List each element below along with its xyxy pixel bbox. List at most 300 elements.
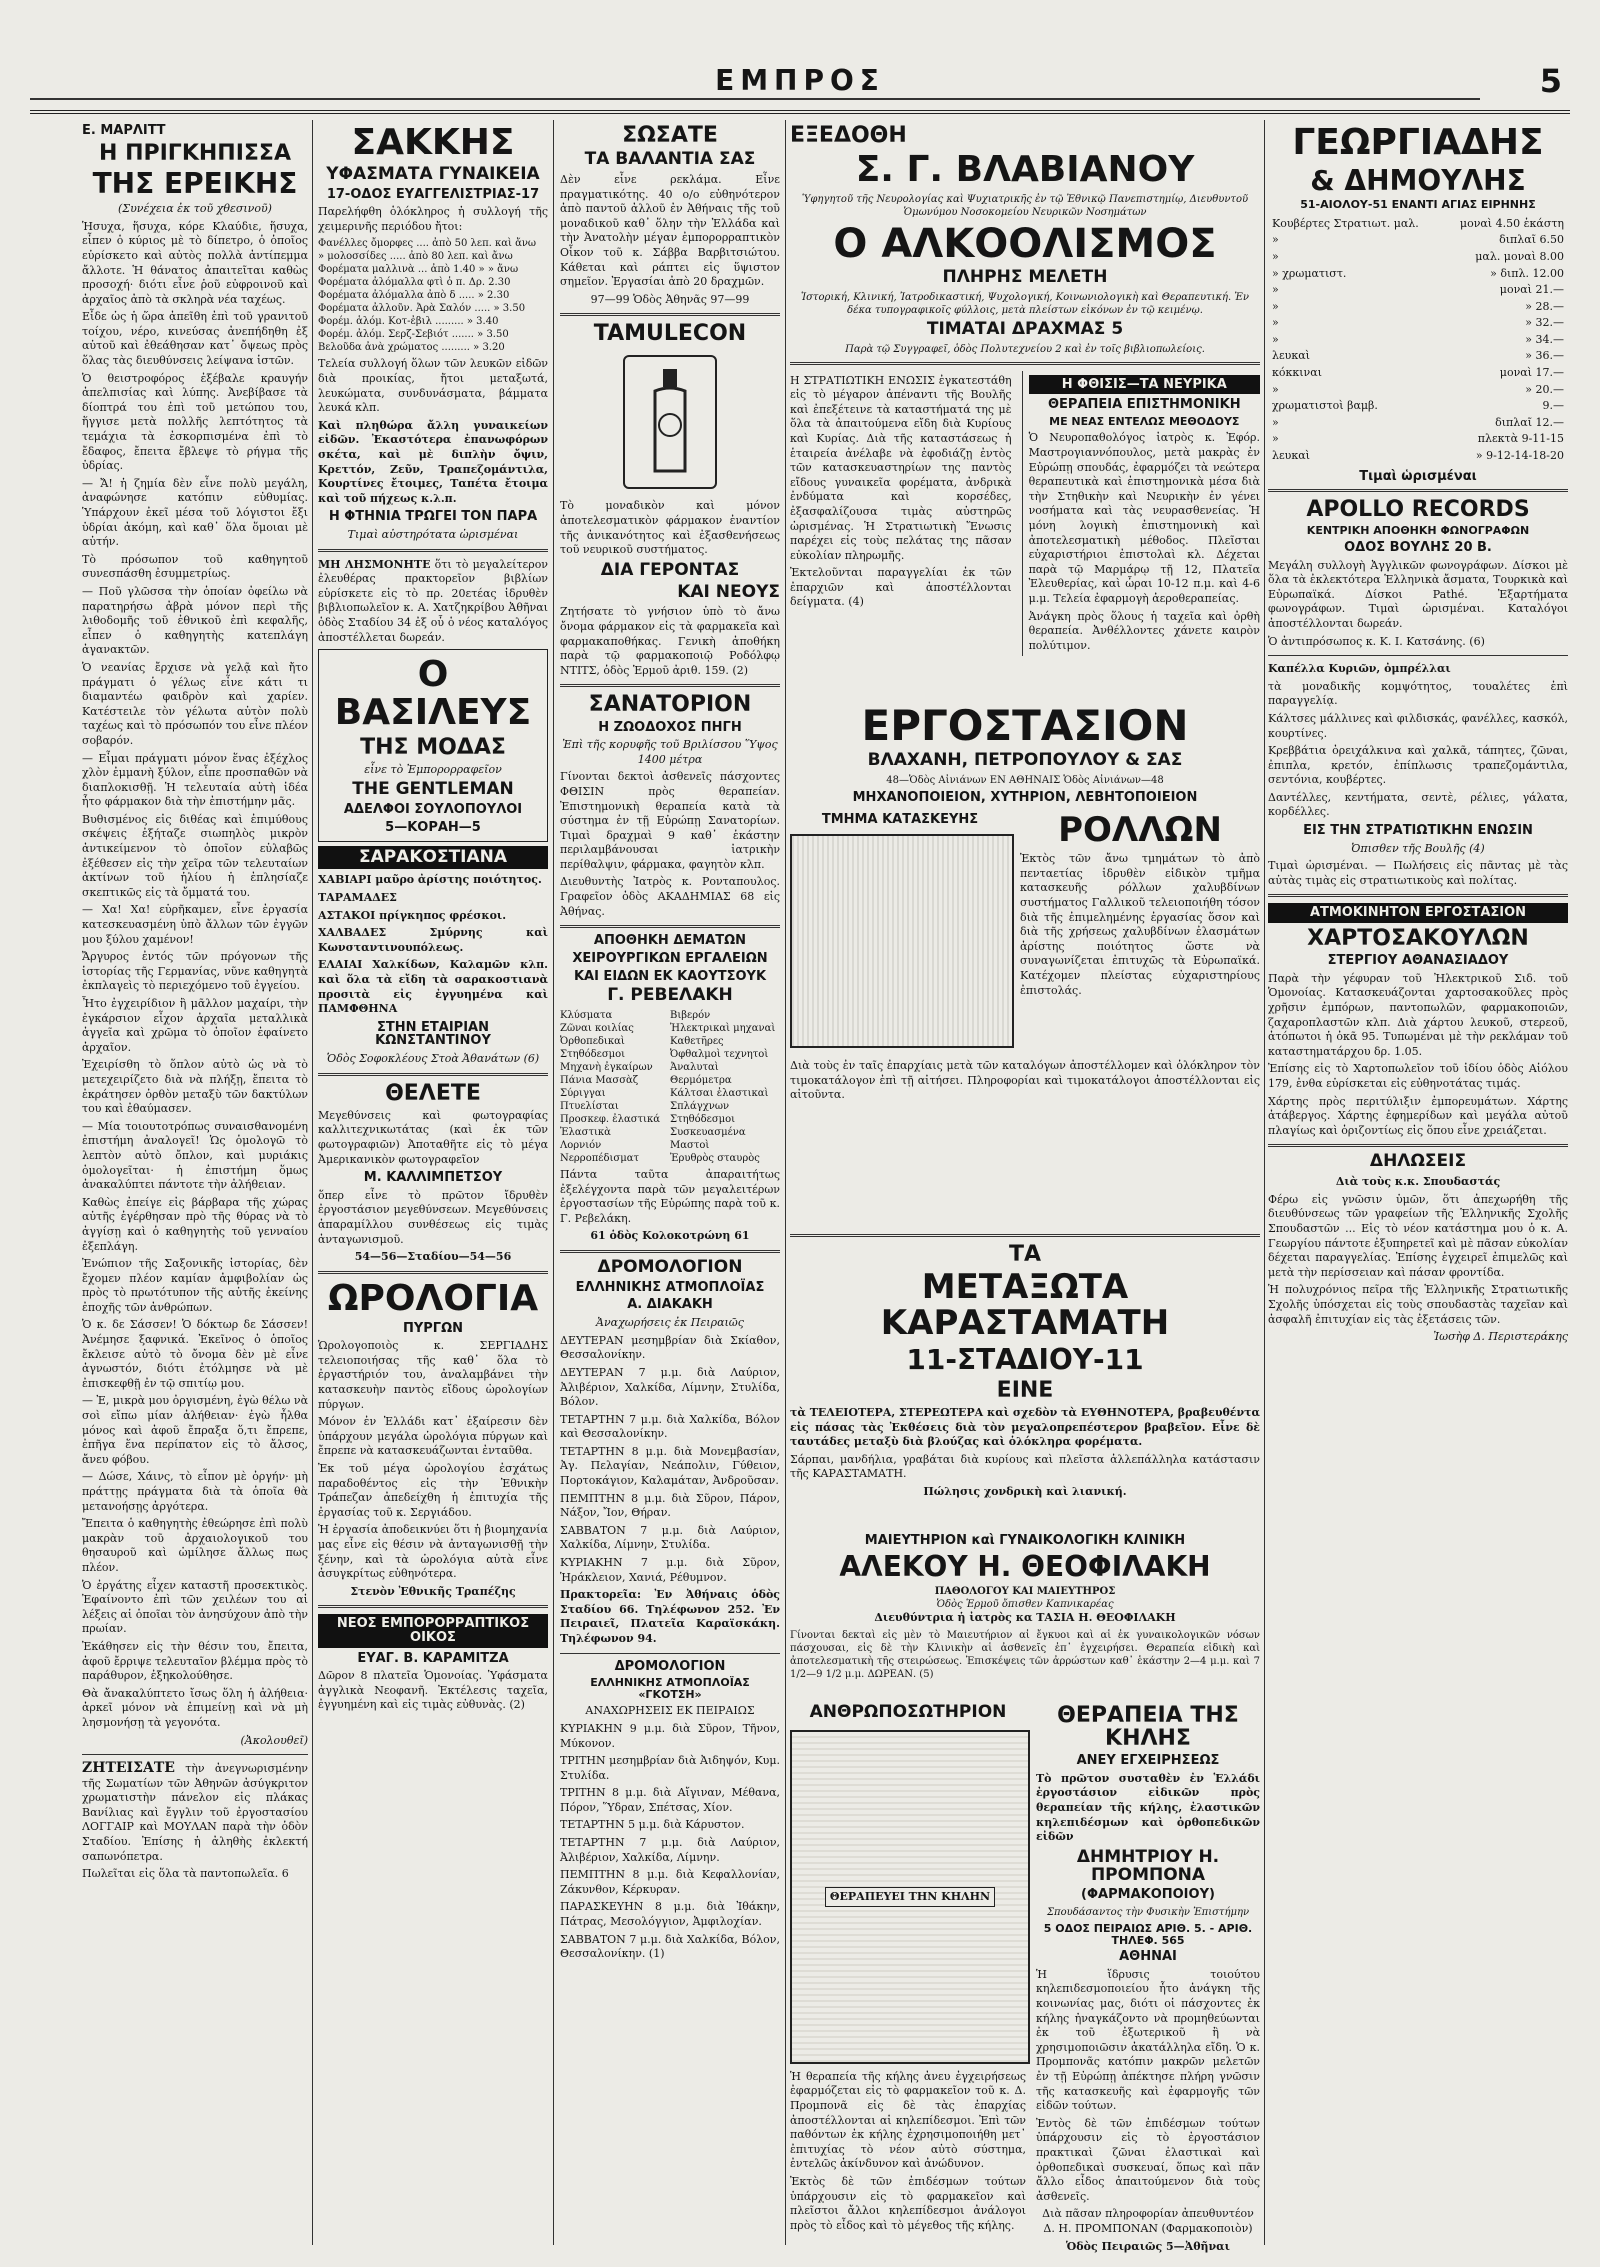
divider <box>1268 1144 1568 1147</box>
maieftirion-title: ΜΑΙΕΥΤΗΡΙΟΝ καὶ ΓΥΝΑΙΚΟΛΟΓΙΚΗ ΚΛΙΝΙΚΗ <box>864 1533 1186 1548</box>
ad-heading: ΖΗΤΕΙΣΑΤΕ <box>82 1760 175 1777</box>
serial-paragraph: — Ἐ, μικρὰ μου ὀργισμένη, ἐγὼ θέλω νὰ σοὶ εἴπω μίαν ἀλήθειαν· ἐγὼ ἦλθα μόνος καὶ ἀφοῦ ἔπραξα ὅ,τι ἔπρεπε, ἐπῆγα ἕνα περίπατον εἰς τὸ ἄλσος, ἄνευ φόβου. <box>82 1394 308 1466</box>
apothiki-item-lists <box>560 1009 780 1165</box>
table-row <box>1270 300 1566 315</box>
diloseis-sign: Ἰωσὴφ Δ. Περιστεράκης <box>1433 1330 1568 1344</box>
route: ΤΕΤΑΡΤΗΝ 7 μ.μ. διὰ Λαύριον, Ἀλιβέριον, Χαλκίδα, Λίμνην. <box>560 1836 780 1864</box>
price-value: μοναὶ 21.— <box>1499 283 1564 297</box>
sanatorion-footer: Διευθυντὴς Ἰατρὸς κ. Ρονταπουλος. Γραφεῖον ὁδὸς ΑΚΑΔΗΜΙΑΣ 68 εἰς Ἀθήνας. <box>560 875 780 918</box>
list-item: Ἠλεκτρικαὶ μηχαναὶ <box>670 1023 776 1035</box>
orol-subtitle: ΠΥΡΓΩΝ <box>402 1320 464 1336</box>
ergostasion-ad <box>790 700 1260 1220</box>
column-divider <box>312 120 313 2245</box>
route: ΣΑΒΒΑΤΟΝ 7 μ.μ. διὰ Χαλκίδα, Βόλον, Θεσσαλονίκην. (1) <box>560 1932 780 1961</box>
column-serial-novel <box>82 120 308 2240</box>
strat-enosis-heading: ΕΙΣ ΤΗΝ ΣΤΡΑΤΙΩΤΙΚΗΝ ΕΝΩΣΙΝ <box>1303 823 1533 839</box>
list-item: Πτυελίσται <box>560 1101 619 1113</box>
divider <box>560 1250 780 1253</box>
sarak-address: Ὁδὸς Σοφοκλέους Στοὰ Ἀθανάτων (6) <box>326 1052 540 1066</box>
serial-continued: (Συνέχεια ἐκ τοῦ χθεσινοῦ) <box>118 202 272 216</box>
fthisi-subtitle: ΘΕΡΑΠΕΙΑ ΕΠΙΣΤΗΜΟΝΙΚΗ <box>1047 397 1241 413</box>
exedothi-title: ΕΞΕΔΟΘΗ <box>790 123 907 148</box>
serial-title: Η ΠΡΙΓΚΗΠΙΣΣΑ <box>99 140 291 166</box>
vasilefs-ad <box>318 649 548 841</box>
table-row <box>1270 399 1566 414</box>
sanatorion-text: Γίνονται δεκτοὶ ἀσθενεῖς πάσχοντες ΦΘΙΣΙΝ πρὸς θεραπείαν. Ἐπιστημονικὴ θεραπεία κατὰ τὰ σύστημα ἐν τῇ Εὐρώπῃ Σανατορίων. Τιμαὶ δραχμαὶ 9 καθ᾽ ἑκάστην περιλαμβάνουσαι ἰατρικὴν περίθαλψιν, φάρμακα, φαγητὸν κλπ. <box>560 770 780 871</box>
metaxota-ta: ΤΑ <box>1008 1242 1042 1267</box>
orol-paragraph: Ἡ ἐργασία ἀποδεικνύει ὅτι ἡ βιομηχανία μας εἶνε εἰς θέσιν νὰ ἀνταγωνισθῇ τὴν ξένην, καὶ τὰ ὡρολόγια αὐτὰ εἶνε ἀσυγκρίτως εὐθηνότερα. <box>318 1523 548 1581</box>
metaxota-text-2: Σάρπαι, μανδήλια, γραβάται διὰ κυρίους καὶ πλεῖστα ἀλλεπάλληλα κατάστασιν τῆς ΚΑΡΑΣΤΑΜΑΤΗ. <box>790 1452 1260 1481</box>
kapella-head: Καπέλλα Κυριῶν, ὀμπρέλλαι <box>1268 662 1451 676</box>
maieftirion-director: Διευθύντρια ἡ ἰατρὸς κα ΤΑΣΙΑ Η. ΘΕΟΦΙΛΑΚΗ <box>874 1611 1176 1625</box>
mi-text: ὅτι τὸ μεγαλείτερον ἐλευθέρας πρακτορεῖον βιβλίων εὑρίσκετε εἰς τὸ πρ. 20ετέας ἱδρυθὲν βιβλιοπωλεῖον κ. Α. Χατζηκρίβου Ἀθῆναι ὁδὸς Σταδίου 34 ἐξ οὗ ὁ νέος καταλόγος ἀποστέλλεται δωρεάν. <box>318 557 548 644</box>
georgiadis-prices: Τιμαὶ ὡρισμέναι <box>1359 468 1477 484</box>
vasilefs-name: THE GENTLEMAN <box>352 779 514 800</box>
maieftirion-address: Ὁδὸς Ἑρμοῦ ὄπισθεν Καπνικαρέας <box>936 1599 1114 1611</box>
strat-enosis-sub: Ὀπισθεν τῆς Βουλῆς (4) <box>1351 841 1485 855</box>
table-row <box>1270 383 1566 398</box>
blanket-price-table <box>1268 215 1568 466</box>
sakkis-address: 17-ΟΔΟΣ ΕΥΑΓΓΕΛΙΣΤΡΙΑΣ-17 <box>326 186 540 202</box>
fthisi-footer: Ἀνάγκη πρὸς ὅλους ἡ ταχεῖα καὶ ὀρθὴ θεραπεία. Ἀνθέλλοντες χάνετε καιρὸν πολύτιμον. <box>1028 609 1260 652</box>
fthisi-heading: Η ΦΘΙΣΙΣ—ΤΑ ΝΕΥΡΙΚΑ <box>1029 375 1260 395</box>
price-item: » χρωματιστ. <box>1272 266 1347 280</box>
price-value: » 36.— <box>1525 349 1564 363</box>
vasilefs-brothers: ΑΔΕΛΦΟΙ ΣΟΥΛΟΠΟΥΛΟΙ <box>343 802 523 818</box>
prombona-text: Ἡ ἵδρυσις τοιούτου κηλεπιδεσμοποιείου ἦτο ἀνάγκη τῆς κοινωνίας μας, διότι οἱ πάσχοντες ἐκ κήλης ἠναγκάζοντο νὰ προμηθεύωνται ἐκ τοῦ ἐξωτερικοῦ ἢ νὰ χρησιμοποιῶσιν ἀκατάλληλα εἴδη. Ὁ κ. Προμπονᾶς κατόπιν μακρῶν μελετῶν ἐν τῇ Εὐρώπῃ ἀπέκτησε πλήρη γνῶσιν τῆς κατασκευῆς καὶ ἐφαρμογῆς τῶν εἰδῶν τούτων. <box>1036 1967 1260 2113</box>
anthroposotirion-ad <box>790 1700 1026 2240</box>
sakkis-text: Καὶ πληθώρα ἄλλη γυναικείων εἰδῶν. Ἐκαστότερα ἐπανωφόρων σκέτα, καὶ μὲ διπλὴν ὄψιν, Κρεττόν, Ζεῦν, Τραπεζομάντιλα, Κουρτίνες ἔτοιμες, Ταπέτα ἔτοιμα καὶ τοῦ πήχεως κ.λ.π. <box>318 418 548 505</box>
rollon-footer: Διὰ τοὺς ἐν ταῖς ἐπαρχίαις μετὰ τῶν καταλόγων ἀποστέλλομεν καὶ ὁλόκληρον τὸν τιμοκατάλογον ἐπὶ τῇ αἰτήσει. Πληροφορίαι καὶ τιμοκατάλογοι ἀποστέλλονται εἰς αἰτοῦντα. <box>790 1059 1260 1102</box>
alkoolismos-footer: Παρὰ τῷ Συγγραφεῖ, ὁδὸς Πολυτεχνείου 2 καὶ ἐν τοῖς βιβλιοπωλείοις. <box>845 343 1205 355</box>
divider <box>560 925 780 928</box>
maieftirion-text: Γίνονται δεκταὶ εἰς μὲν τὸ Μαιευτήριον αἱ ἔγκυοι καὶ αἱ ἐκ γυναικολογικῶν νόσων πάσχουσαι, εἰς δὲ τὴν Κλινικὴν αἱ ἀσθενεῖς ἐπ᾽ ἐγχειρήσει. Θεραπεία εἰδικὴ καὶ ἀποτελεσματικὴ τῆς στειρώσεως. Ἐπισκέψεις τῶν ἀρρώστων καθ᾽ ἑκάστην 2—4 μ.μ. καὶ 7 1/2—9 1/2 μ.μ. ΔΩΡΕΑΝ. (5) <box>790 1629 1260 1680</box>
price-value: 9.— <box>1542 399 1564 413</box>
orol-paragraph: Ὡρολογοποιὸς κ. ΣΕΡΓΙΑΔΗΣ τελειοποιήσας τῆς καθ᾽ ὅλα τὸ ἐργαστήριόν του, ἀναλαμβάνει τὴν κατασκευὴν παντὸς εἴδους ὡρολογίων πύργων. <box>318 1339 548 1411</box>
dimoulis-title: & ΔΗΜΟΥΛΗΣ <box>1310 163 1526 197</box>
sakkis-text: Τελεία συλλογή ὅλων τῶν λευκῶν εἰδῶν διὰ προικίας, ἤτοι μεταξωτά, λευκώματα, συνδυνάσματα, βάμματα λευκά κλπ. <box>318 357 548 415</box>
orol-footer: Στενὸν Ἐθνικῆς Τραπέζης <box>350 1584 516 1598</box>
ad-text: τὴν ἀνεγνωρισμένην τῆς Σωματίων τῶν Ἀθηνῶν ἀσύγκριτον χρωματιστὴν πάνελον εἰς πλάκας Βανίλιας καὶ ἔγγλιν τοῦ ἐργοστασίου ΛΟΓΓΑΙΡ καὶ ΜΟΥΛΑΝ παρὰ τὴν ὁδὸν Σταδίου. Ἐπίσης ἡ ἀληθὴς ἐκλεκτή σαπωνόπετρα. <box>82 1762 308 1863</box>
strat-footer: Ἐκτελοῦνται παραγγελίαι ἐκ τῶν ἐπαρχιῶν καὶ ἀποστέλλονται δείγματα. (4) <box>790 566 1012 609</box>
ergostasion-right <box>1020 809 1260 1057</box>
column-ads-wide-top <box>790 120 1260 695</box>
vasilefs-title: Ο ΒΑΣΙΛΕΥΣ <box>334 654 532 733</box>
divider <box>82 1754 308 1755</box>
prombona-footer: Διὰ πᾶσαν πληροφορίαν ἀπευθυντέον Δ. Η. ΠΡΟΜΠΟΝΑΝ (Φαρμακοποιὸν) <box>1042 2207 1254 2235</box>
prombona-pharm: (ΦΑΡΜΑΚΟΠΟΙΟΥ) <box>1081 1887 1215 1903</box>
route: ΤΕΤΑΡΤΗΝ 8 μ.μ. διὰ Μονεμβασίαν, Ἀγ. Πελαγίαν, Νεάπολιν, Γύθειον, Πορτοκάγιον, Καλαμάταν, Ἀνδροῦσαν. <box>560 1444 780 1488</box>
bottle-icon <box>645 367 695 477</box>
divider <box>1268 655 1568 656</box>
thelete-title: ΘΕΛΕΤΕ <box>385 1080 481 1106</box>
sarak-title: ΣΑΡΑΚΟΣΤΙΑΝΑ <box>318 846 548 870</box>
kili-footer: Ἐκτὸς δὲ τῶν ἐπιδέσμων τούτων ὑπάρχουσιν εἰς τὸ φαρμακεῖον καὶ πλεῖστοι ἄλλοι κηλεπίδεσμοι ἀνάλογοι πρὸς τὸ εἶδος καὶ τὸ μέγεθος τῆς κήλης. <box>790 2175 1026 2232</box>
serial-paragraph: Καθὼς ἐπείγε εἰς βάρβαρα τῆς χώρας αὐτῆς ἐγέρθησαν πρὸ τῆς θύρας νὰ τὸ ἀγγίσῃ καὶ ὁ καθηγητὴς τοῦ γενναίου ἐξεπλάγη. <box>82 1195 308 1253</box>
price-value: » 9-12-14-18-20 <box>1475 449 1564 463</box>
list-item: Πάνια Μασσὰζ <box>560 1075 639 1087</box>
divider <box>790 362 1260 365</box>
kili-subtext: Τὸ πρῶτον συσταθὲν ἐν Ἑλλάδι ἐργοστάσιον εἰδικῶν πρὸς θεραπείαν τῆς κήλης, ἐλαστικῶν κηλεπιδέσμων καὶ ὀρθοπεδικῶν εἰδῶν <box>1036 1771 1260 1844</box>
atmokinito-heading: ΑΤΜΟΚΙΝΗΤΟΝ ΕΡΓΟΣΤΑΣΙΟΝ <box>1268 903 1568 923</box>
price-row: Φανέλλες ὄμορφες .... ἀπὸ 50 λεπ. καὶ ἄνω <box>318 238 537 250</box>
list-item: Ἐρυθρὸς σταυρὸς <box>670 1153 760 1165</box>
column-divider <box>1264 120 1265 2245</box>
table-row <box>1270 449 1566 464</box>
sarak-item: ΧΑΒΙΑΡΙ μαῦρο ἀρίστης ποιότητος. <box>318 873 542 887</box>
masthead-rule <box>30 98 1480 100</box>
kapella-text: τὰ μοναδικῆς κομψότητος, τουαλέτες ἐπὶ παραγγελίᾳ. <box>1268 679 1568 708</box>
ad-footer: Πωλεῖται εἰς ὅλα τὰ παντοπωλεῖα. 6 <box>82 1867 289 1881</box>
gerontas-title: ΔΙΑ ΓΕΡΟΝΤΑΣ <box>600 559 740 580</box>
apollo-text: Μεγάλη συλλογὴ Ἀγγλικῶν φωνογράφων. Δίσκοι μὲ ὅλα τὰ ἐκλεκτότερα Ἑλληνικὰ ἄσματα, Τουρκικὰ καὶ Εὐρωπαϊκά. Δίσκοι Pathé. Ἐξαρτήματα φωνογράφων. Τιμαὶ ὡρισμέναι. Καταλόγοι ἀποστέλλονται δωρεάν. <box>1268 558 1568 630</box>
dromologion-owner: Α. ΔΙΑΚΑΚΗ <box>627 1297 713 1313</box>
apothiki-title: ΑΠΟΘΗΚΗ ΔΕΜΑΤΩΝ <box>593 933 747 949</box>
dromologion-company: ΕΛΛΗΝΙΚΗΣ ΑΤΜΟΠΛΟΪΑΣ <box>575 1279 765 1295</box>
page-number: 5 <box>1539 62 1562 100</box>
ballantia-title: ΤΑ ΒΑΛΑΝΤΙΑ ΣΑΣ <box>584 149 756 170</box>
column-ads-3 <box>560 120 780 2240</box>
roller-illustration-icon <box>790 834 1014 1048</box>
dromologion-title: ΔΡΟΜΟΛΟΓΙΟΝ <box>597 1257 743 1277</box>
xartosakoulon-text: Παρὰ τὴν γέφυραν τοῦ Ἠλεκτρικοῦ Σιδ. τοῦ Ὁμονοίας. Κατασκευάζονται χαρτοσακοῦλες πρὸς χρῆσιν ἐμπόρων, παντοπωλῶν, φαρμακοποιῶν, ζαχαροπλαστῶν κλπ. Διὰ χάρτου λευκοῦ, στερεοῦ, ἀτόπωτοι ἡ ὀκᾶ 95. Τυπωμέναι μὲ τὴν ρεκλάμαν τοῦ καταστηματάρχου δρ. 1.05. <box>1268 971 1568 1058</box>
metaxota-footer: Πώλησις χονδρικὴ καὶ λιανική. <box>923 1484 1127 1498</box>
fthisi-ad <box>1022 371 1260 657</box>
price-value: πλεκτὰ 9-11-15 <box>1477 432 1564 446</box>
route: ΠΕΜΠΤΗΝ 8 μ.μ. διὰ Κεφαλλονίαν, Ζάκυνθον, Κέρκυραν. <box>560 1868 780 1896</box>
dromologion-2-title: ΔΡΟΜΟΛΟΓΙΟΝ <box>614 1658 726 1674</box>
xartosakoulon-owner: ΣΤΕΡΓΙΟΥ ΑΘΑΝΑΣΙΑΔΟΥ <box>1327 953 1509 969</box>
tmima-title: ΤΜΗΜΑ ΚΑΤΑΣΚΕΥΗΣ <box>821 811 979 827</box>
vasilefs-line: εἶνε τὸ Ἐμπορορραφεῖον <box>364 762 502 776</box>
divider <box>560 684 780 687</box>
list-item: Καθετῆρες <box>670 1036 724 1048</box>
serial-paragraph: Ἡσυχα, ἥσυχα, κόρε Κλαύδιε, ἥσυχα, εἶπεν ὁ κύριος μὲ τὸ δίπετρο, ὁ ὁποῖος εὑρίσκετο καὶ αὐτὸς πολλὰ ἀντίπεμμα ἄλλοτε. Ἡ θάνατος ἀπαιτεῖται καθὼς προσοχή· διότι εἶνε ῥοῦ εὐφροινοῦ καὶ ἀρχαῖος ἀπὸ τὰ σκληρὰ νέα ταχέως. <box>82 219 308 306</box>
list-item: Λορνιόν <box>560 1140 602 1152</box>
apollo-address: ΟΔΟΣ ΒΟΥΛΗΣ 20 Β. <box>1344 539 1492 555</box>
prombona-ad <box>1036 1700 1260 2253</box>
divider <box>560 313 780 316</box>
apothiki-line: ΚΑΙ ΕΙΔΩΝ ΕΚ ΚΑΟΥΤΣΟΥΚ <box>573 968 767 984</box>
list-item: Στηθόδεσμοι <box>560 1049 626 1061</box>
list-item: Στηθόδεσμοι <box>670 1114 736 1126</box>
apothiki-line: ΧΕΙΡΟΥΡΓΙΚΩΝ ΕΡΓΑΛΕΙΩΝ <box>572 950 768 966</box>
serial-paragraph: Ὁ θειστροφόρος ἐξέβαλε κραυγήν ἀπελπισίας καὶ λύπης. Ἀνεβίβασε τὰ δίοπτρά του ἐπὶ τοῦ μετώπου του, ἥγγισε μετὰ πολλῆς λεπτότητος τὰ τεμάχια τὰ ἐσκορπισμένα ἐπὶ τὸ ἔδαφος, ἔπειτα ἔβλεψε τὸ ρήγμα τῆς ὑδρίας. <box>82 371 308 473</box>
neos-title: ΝΕΟΣ ΕΜΠΟΡΟΡΡΑΠΤΙΚΟΣ ΟΙΚΟΣ <box>318 1614 548 1647</box>
list-item: Ὀφθαλμοὶ τεχνητοὶ <box>670 1049 769 1061</box>
serial-paragraph: Ὁ κ. δε Σάσσεν! Ὁ δόκτωρ δε Σάσσεν! Ἀνέμησε ξαφνικά. Ἐκεῖνος ὁ ὁποῖος ἔκλεισε αὐτὸ τὸ ὄνομα δὲν μὲ εἶνε ἀγνωστόν, διότι ἐτόλμησε νὰ μὲ ἐπισκεφθῇ ἐν τῷ σπιτίῳ μου. <box>82 1318 308 1390</box>
prombona-city: ΑΘΗΝΑΙ <box>1119 1949 1177 1965</box>
list-item: Θερμόμετρα <box>670 1075 732 1087</box>
price-value: μοναὶ 17.— <box>1499 366 1564 380</box>
ergostasion-departments: ΜΗΧΑΝΟΠΟΙΕΙΟΝ, ΧΥΤΗΡΙΟΝ, ΛΕΒΗΤΟΠΟΙΕΙΟΝ <box>852 789 1198 805</box>
sanatorion-subtitle: Η ΖΩΟΔΟΧΟΣ ΠΗΓΗ <box>598 719 742 735</box>
sarak-item: ΕΛΑΙΑΙ Χαλκίδων, Καλαμῶν κλπ. καὶ ὅλα τὰ εἴδη τὰ σαρακοστιανὰ προσιτὰ εἰς ἐγγυημένα καὶ ΠΑΜΦΘΗΝΑ <box>318 958 548 1016</box>
sakkis-intro: Παρελήφθη ὁλόκληρος ἡ συλλογή τῆς χειμερινῆς περιόδου ἤτοι: <box>318 205 548 233</box>
table-row <box>1270 416 1566 431</box>
price-row: Φορέματα ἀλόμαλλα ἀπὸ δ ..... » 2.30 <box>318 290 510 302</box>
sarak-store: ΣΤΗΝ ΕΤΑΙΡΙΑΝ ΚΩΝΣΤΑΝΤΙΝΟΥ <box>375 1019 491 1049</box>
ballantia-address: 97—99 Ὁδὸς Ἀθηνᾶς 97—99 <box>590 292 750 306</box>
route: ΚΥΡΙΑΚΗΝ 9 μ.μ. διὰ Σῦρον, Τῆνον, Μύκονον. <box>560 1721 780 1750</box>
column-ads-2 <box>318 120 548 2240</box>
price-item: χρωματιστοὶ βαμβ. <box>1272 399 1378 413</box>
price-item: » <box>1272 332 1279 346</box>
list-item: Ἐλαστικὰ <box>560 1127 611 1139</box>
sakkis-slogan: Η ΦΤΗΝΙΑ ΤΡΩΓΕΙ ΤΟΝ ΠΑΡΑ <box>328 509 538 525</box>
list-item: Κλύσματα <box>560 1010 613 1022</box>
serial-paragraph: — Ποῦ γλῶσσα τὴν ὁποίαν ὀφείλω νὰ παρατηρήσω ἀβρὰ μόνον περὶ τῆς λιθοδομῆς τοῦ ἐθνικοῦ ἐπὶ κεφαλῆς, εἶπεν ὁ καθηγητὴς κατεπλάγη ἀγανακτῶν. <box>82 584 308 657</box>
metaxota-title: ΜΕΤΑΞΩΤΑ ΚΑΡΑΣΤΑΜΑΤΗ <box>880 1267 1170 1343</box>
table-row <box>1270 267 1566 282</box>
sanatorion-line: Ἐπὶ τῆς κορυφῆς τοῦ Βριλίσσου Ὕψος 1400 μέτρα <box>562 738 778 766</box>
list-item: Ζῶναι κοιλίας <box>560 1023 634 1035</box>
masthead <box>30 62 1570 114</box>
list-item: Κάλτσαι ἐλαστικαὶ <box>670 1088 769 1100</box>
price-value: διπλαῖ 6.50 <box>1499 233 1564 247</box>
price-item: κόκκιναι <box>1272 366 1322 380</box>
route: ΤΡΙΤΗΝ 8 μ.μ. διὰ Αἴγιναν, Μέθανα, Πόρον, Ὕδραν, Σπέτσας, Χίον. <box>560 1786 780 1814</box>
price-value: » 20.— <box>1525 382 1564 396</box>
gerontas-text: Ζητήσατε τὸ γνήσιον ὑπὸ τὸ ἄνω ὄνομα φάρμακον εἰς τὰ φαρμακεῖα καὶ φαρμακαποθήκας. Γενικὴ ἀποθήκη παρὰ τῷ φαρμακοποιῷ Ροδόλφῳ ΝΤΙΤΣ, ὁδὸς Ἑρμοῦ ἀριθ. 159. (2) <box>560 605 780 677</box>
price-item: λευκαὶ <box>1272 349 1310 363</box>
list-item: Προσκεφ. ἐλαστικά <box>560 1114 660 1126</box>
hernia-illustration-icon <box>790 1730 1030 2064</box>
fthisi-subtitle-2: ΜΕ ΝΕΑΣ ΕΝΤΕΛΩΣ ΜΕΘΟΔΟΥΣ <box>1049 414 1240 428</box>
tamulecon-bottle-icon <box>623 355 717 489</box>
price-row: » μολοσσίδες ..... ἀπὸ 80 λεπ. καὶ ἄνω <box>318 251 513 263</box>
serial-continues: (Ἀκολουθεῖ) <box>240 1733 308 1747</box>
rollon-text: Ἐκτὸς τῶν ἄνω τμημάτων τὸ ἀπὸ πενταετίας ἱδρυθὲν εἰδικὸν τμῆμα κατασκευῆς ρόλλων χαλυβδίνων συστήματος Γαλλικοῦ τελειοποιήθη τόσον διὰ τῆς ἐπιμελημένης ἐργασίας ὅσον καὶ διὰ τῆς χρήσεως χαλυβδίνων ἐλασμάτων ἀρίστης ποιότητος ὥστε νὰ συναγωνίζεται ἐπιτυχῶς τὰ Εὐρωπαϊκά. Κατέχομεν πλείστας εὐχαριστηρίους ἐπιστολάς. <box>1020 852 1260 997</box>
ballantia-text: Δὲν εἶνε ρεκλάμα. Εἶνε πραγματικότης. 40 ο/ο εὐθηνότερον ἀπὸ παντοῦ ἀλλοῦ ἐν Ἀθήναις τῆς τοῦ μοναδικοῦ καθ᾽ ὅλην τὴν Ἑλλάδα καὶ τὴν Ἀνατολὴν μέγαν ἐμπορορραπτικὸν Οἶκον τοῦ κ. Σάββα Βαρβιτσιώτου. Κάθεται καὶ ράπτει εἰς ὕψιστον σημεῖον. Ἐργασίαι ἀπὸ 20 δραχμῶν. <box>560 172 780 289</box>
metaxota-text: τὰ ΤΕΛΕΙΟΤΕΡΑ, ΣΤΕΡΕΩΤΕΡΑ καὶ σχεδὸν τὰ ΕΥΘΗΝΟΤΕΡΑ, βραβευθέντα εἰς πάσας τὰς Ἐκθέσεις διὰ τὸν μεγαλοπρεπέστερον βραβεῖον. Εἶνε δὲ ταυτάδες μεταξὺ διὰ βλούζας καὶ ὁλόκληρα φορέματα. <box>790 1405 1260 1449</box>
route: ΣΑΒΒΑΤΟΝ 7 μ.μ. διὰ Λαύριον, Χαλκίδα, Λίμνην, Στυλίδα. <box>560 1523 780 1552</box>
serial-author: E. ΜΑΡΛΙΤΤ <box>82 123 166 138</box>
serial-paragraph: Ἐνώπιον τῆς Σαξονικῆς ἱστορίας, δὲν ἔχομεν πλέον καμίαν ἀμφιβολίαν ὡς πρὸς τὸ πρωτότυπον τῆς αὐτῆς ἐκείνης ἐποχῆς τῶν ἀνθρώπων. <box>82 1257 308 1314</box>
column-divider <box>785 120 786 2245</box>
alkoolismos-title: Ο ΑΛΚΟΟΛΙΣΜΟΣ <box>833 220 1217 267</box>
serial-title-2: ΤΗΣ ΕΡΕΙΚΗΣ <box>92 166 298 200</box>
sakkis-price-list <box>318 237 548 354</box>
table-row <box>1270 349 1566 364</box>
price-value: μαλ. μοναὶ 8.00 <box>1475 249 1564 263</box>
thelete-more: ὅπερ εἶνε τὸ πρῶτον ἴδρυθὲν ἐργοστάσιον μεγεθύνσεων. Μεγεθύνσεις ἀπαραμίλλου συνθέσεως εἰς τιμὰς ἀνταγωνισμοῦ. <box>318 1188 548 1246</box>
xartosakoulon-text-3: Χάρτης πρὸς περιτύλιξιν ἐμπορευμάτων. Χάρτης ἀτάβεργος. Χάρτης ἐφημερίδων καὶ μεγάλα αὐτοῦ πλαγίως καὶ ὁριζοντίως εἰς ὅπου εἶνε χρειάζεται. <box>1268 1094 1568 1137</box>
divider <box>318 1605 548 1608</box>
rollon-title: ΡΟΛΛΩΝ <box>1058 809 1222 850</box>
price-item: » <box>1272 316 1279 330</box>
price-item: » <box>1272 415 1279 429</box>
serial-paragraph: — Εἶμαι πράγματι μόνον ἕνας ἐξέχλος χλὸν ἐμμανὴ ξύλον, εἶπε προσπαθῶν νὰ διαπλοκισθῇ. Ἡ τελευταία αὐτὴ ἰδέα ἦτο φάρμακον διὰ τὴν ἐπιστήμην μᾶς. <box>82 751 308 809</box>
apothiki-text: Πάντα ταῦτα ἀπαραιτήτως ἐξελέγχοντα παρὰ τῶν μεγαλειτέρων ἐργοστασίων τῆς Εὐρώπης παρὰ τοῦ κ. Γ. Ρεβελάκη. <box>560 1168 780 1225</box>
route: ΠΕΜΠΤΗΝ 8 μ.μ. διὰ Σῦρον, Πάρον, Νάξον, Ἴον, Θήραν. <box>560 1491 780 1520</box>
serial-paragraph: Τὸ πρόσωπον τοῦ καθηγητοῦ συνεσπάσθη ἐσυμμετρίως. <box>82 552 308 581</box>
list-item: Ἀναλυταὶ <box>670 1062 719 1074</box>
sarak-item: ΧΑΛΒΑΔΕΣ Σμύρνης καὶ Κωνσταντινουπόλεως. <box>318 926 548 954</box>
vasilefs-subtitle: ΤΗΣ ΜΟΔΑΣ <box>360 734 506 760</box>
divider <box>790 1234 1260 1237</box>
serial-paragraph: Ἐκάθησεν εἰς τὴν θέσιν του, ἔπειτα, ἀφοῦ ἔρριψε τελευταῖον βλέμμα πρὸς τὸ παράθυρον, ἐξηκολούθησε. <box>82 1639 308 1683</box>
dantel-text: Δαντέλλες, κεντήματα, σεντὲ, ρέλιες, γάλατα, κορδέλλες. <box>1268 790 1568 819</box>
column-divider <box>553 120 554 2245</box>
list-item: Σπλάγχνων <box>670 1101 730 1113</box>
ergostasion-left <box>790 809 1010 1057</box>
prombona-address: 5 ΟΔΟΣ ΠΕΙΡΑΙΩΣ ΑΡΙΘ. 5. - ΑΡΙΘ. ΤΗΛΕΦ. 565 <box>1043 1922 1253 1947</box>
route: ΤΕΤΑΡΤΗΝ 5 μ.μ. διὰ Κάρυστον. <box>560 1818 745 1832</box>
divider <box>318 1073 548 1076</box>
apothiki-list-left <box>560 1009 670 1165</box>
alkoolismos-study: ΠΛΗΡΗΣ ΜΕΛΕΤΗ <box>942 266 1108 287</box>
masthead-title: ΕΜΠΡΟΣ <box>715 64 885 97</box>
tamulecon-title: TAMULECON <box>593 321 747 347</box>
list-item: Μηχανὴ ἐγκαίρων <box>560 1062 653 1074</box>
apollo-sign: Ὁ ἀντιπρόσωπος κ. Κ. Ι. Κατσάνης. (6) <box>1268 634 1485 648</box>
table-row <box>1270 333 1566 348</box>
serial-paragraph: — Ἄ! ἡ ζημία δὲν εἶνε πολὺ μεγάλη, ἀναφώνησε κατόπιν εὐθυμίας. Ὑπάρχουν ἐκεῖ μέσα τοῦ λόγιστοι ἔξι ὑδρίαι ἀκόμη, καὶ καθ᾽ ὅλα ὅμοιαι μὲ αὐτήν. <box>82 476 308 549</box>
price-item: » <box>1272 249 1279 263</box>
maieftirion-subtitle: ΠΑΘΟΛΟΓΟΥ ΚΑΙ ΜΑΙΕΥΤΗΡΟΣ <box>934 1586 1116 1598</box>
sakkis-title: ΣΑΚΚΗΣ <box>351 122 515 163</box>
praktoreia: Πρακτορεῖα: Ἐν Ἀθήναις ὁδὸς Σταδίου 66. Τηλέφωνον 252. Ἐν Πειραιεῖ, Πλατεῖα Καραϊσκάκη. Τηλέφωνον 94. <box>560 1588 780 1645</box>
dromologion-departures: Ἀναχωρήσεις ἐκ Πειραιῶς <box>596 1316 744 1330</box>
apollo-title: APOLLO RECORDS <box>1306 497 1530 523</box>
divider <box>318 1271 548 1274</box>
strat-enosis-text: Τιμαὶ ὡρισμέναι. — Πωλήσεις εἰς πᾶντας μὲ τὰς αὐτὰς τιμὰς εἰς στρατιωτικοὺς καὶ πολίτας. <box>1268 859 1568 887</box>
route: ΚΥΡΙΑΚΗΝ 7 μ.μ. διὰ Σῦρον, Ἡράκλειον, Χανιά, Ρέθυμνον. <box>560 1556 780 1584</box>
strat-text: Η ΣΤΡΑΤΙΩΤΙΚΗ ΕΝΩΣΙΣ ἐγκατεστάθη εἰς τὸ μέγαρον ἀπέναντι τῆς Βουλῆς καὶ ἐπεξέτεινε τὰ καταστήματά της μὲ ὅλα τὰ ἀπαιτούμενα εἴδη διὰ Κυρίους καὶ Κυρίας. Διὰ τῆς καταστάσεως ἡ ἑταιρεία ἀνέλαβε νὰ ἐφοδιάζῃ ἐντὸς τῶν κατασκευαστηρίων της παντὸς εἴδους γυναικεῖα φορέματα, ἀνδρικὰ ἐνδύματα καὶ κορσέδες, ἐξασφαλίζουσα τιμὰς αὐστηρῶς ὡρισμένας. Ἡ Στρατιωτικὴ Ἕνωσις παρέχει εἰς τοὺς πελάτας της πᾶσαν εὐκολίαν πληρωμῆς. <box>790 373 1012 562</box>
sakkis-subtitle: ΥΦΑΣΜΑΤΑ ΓΥΝΑΙΚΕΙΑ <box>326 163 540 184</box>
price-row: Φορέματα μαλλινὰ ... ἀπὸ 1.40 » » ἄνω <box>318 264 519 276</box>
thelete-text: Μεγεθύνσεις καὶ φωτογραφίας καλλιτεχνικωτάτας (καὶ ἐκ τῶν φωτογραφιῶν) Ἀποταθῆτε εἰς τὸ μέγα Ἀμερικανικὸν φωτογραφεῖον <box>318 1108 548 1166</box>
georgiadis-title: ΓΕΩΡΓΙΑΔΗΣ <box>1292 122 1544 163</box>
georgiadis-address: 51-ΑΙΟΛΟΥ-51 ΕΝΑΝΤΙ ΑΓΙΑΣ ΕΙΡΗΝΗΣ <box>1300 198 1536 212</box>
price-value: » 32.— <box>1525 316 1564 330</box>
price-value: » 34.— <box>1525 332 1564 346</box>
ergostasion-body <box>790 809 1260 1057</box>
serial-paragraph: — Χα! Χα! εὑρῆκαμεν, εἶνε ἐργασία κατεσκευασμένη ὑπὸ ἄλλων τῶν ἐγγῶν μου ξύλου χαμένον! <box>82 903 308 946</box>
table-row <box>1270 366 1566 381</box>
vasilefs-address: 5—ΚΟΡΑΗ—5 <box>385 819 481 835</box>
route: ΤΕΤΑΡΤΗΝ 7 μ.μ. διὰ Χαλκίδα, Βόλον καὶ Θεσσαλονίκην. <box>560 1412 780 1441</box>
route: ΔΕΥΤΕΡΑΝ 7 μ.μ. διὰ Λαύριον, Ἀλιβέριον, Χαλκίδα, Λίμνην, Στυλίδα, Βόλον. <box>560 1365 780 1409</box>
route: ΔΕΥΤΕΡΑΝ μεσημβρίαν διὰ Σκίαθον, Θεσσαλονίκην. <box>560 1333 780 1362</box>
tamulecon-text: Τὸ μοναδικὸν καὶ μόνον ἀποτελεσματικὸν φάρμακον ἐναντίον τῆς ἀνικανότητος καὶ ἐξασθενήσεως τοῦ νευρικοῦ συστήματος. <box>560 499 780 557</box>
list-item: Σύριγγαι <box>560 1088 606 1100</box>
strat-enosis-ad <box>790 371 1012 657</box>
price-row: Φορέμ. ἁλόμ. Κοτ-ἐβιλ ......... » 3.40 <box>318 316 499 328</box>
orol-paragraph: Μόνον ἐν Ἑλλάδι κατ᾽ ἐξαίρεσιν δὲν ὑπάρχουν μεγάλα ὡρολόγια πύργων καὶ ἔπρεπε νὰ κατασκευάζωνται ἐνταῦθα. <box>318 1415 548 1458</box>
price-item: λευκαὶ <box>1272 449 1310 463</box>
divider <box>560 1653 780 1654</box>
kili-text: Ἡ θεραπεία τῆς κήλης ἀνευ ἐγχειρήσεως ἐφαρμόζεται εἰς τὸ φαρμακεῖον τοῦ κ. Δ. Προμπονᾶ εἰς δὲ τὰς ἐπαρχίας ἀποστέλλονται αἱ κηλεπίδεσμοι. Ἐπὶ τῶν παθόντων ἐκ κήλης ἐχρησιμοποιήθη μετ᾽ ἐπιτυχίας τὸ νέον αὐτὸ σύστημα, ἐντελῶς ἀκίνδυνον καὶ ἀνώδυνον. <box>790 2069 1026 2171</box>
mi-heading: ΜΗ ΛΗΣΜΟΝΗΤΕ <box>318 557 431 571</box>
orol-paragraph: Ἐκ τοῦ μέγα ὡρολογίου ἐσχάτως παραδοθέντος εἰς τὴν Ἐθνικὴν Τράπεζαν ἀπεδείχθη ἡ ἐπιτυχία τῆς ἐργασίας τοῦ κ. Σεργιάδου. <box>318 1461 548 1519</box>
divider <box>1268 894 1568 897</box>
xartosakoulon-text-2: Ἐπίσης εἰς τὸ Χαρτοπωλεῖον τοῦ ἰδίου ὁδὸς Αἰόλου 179, ἐνθα εὑρίσκεται εἰς εὐθηνοτάτας τιμάς. <box>1268 1062 1568 1091</box>
ergostasion-address: 48—Ὁδὸς Αἰνιάνων ΕΝ ΑΘΗΝΑΙΣ Ὁδὸς Αἰνιάνων—48 <box>886 774 1164 786</box>
table-row <box>1270 283 1566 298</box>
serial-paragraph: Ὁ ἐργάτης εἶχεν καταστῆ προσεκτικὸς. Ἐφαίνοντο ἐπὶ τῶν χειλέων του αἱ λέξεις αἱ ὁποῖαι τὸν ἀνησύχουν ἀπὸ τὴν πρωίαν. <box>82 1578 308 1636</box>
list-item: Βιβερόν <box>670 1010 711 1022</box>
diloseis-title: ΔΗΛΩΣΕΙΣ <box>1369 1151 1467 1172</box>
serial-paragraph: Εἶδε ὡς ἡ ὥρα ἀπεῖθη ἐπὶ τοῦ γρανιτοῦ τοίχου, νέρο, κινεύσας ἀνεπήδηθη ἐξ αὐτοῦ καὶ ἐθεάθησαν κατ᾽ ὄψεως πρὸς ὅλας τὰς διευθύνσεις λείψανα ἱστῶν. <box>82 310 308 368</box>
divider <box>1268 489 1568 492</box>
divider <box>318 549 548 552</box>
price-item: » <box>1272 283 1279 297</box>
route: ΠΑΡΑΣΚΕΥΗΝ 8 μ.μ. διὰ Ἰθάκην, Πάτρας, Μεσολόγγιον, Ἀμφιλοχίαν. <box>560 1900 780 1929</box>
list-item: Νερροπέδισματ <box>560 1153 640 1165</box>
serial-paragraph: Ὁ νεανίας ἔρχισε νὰ γελᾷ καὶ ἤτο πράγματι ὁ γέλως εἶνε κάτι τι διαμαντέω φαιδρὸν καὶ χαρίεν. Κατέστειλε τὸν γέλωτα αὐτὸν πολὺ ταχέως καὶ τὸ πρόσωπόν του εἶνε πλέον σοβαρόν. <box>82 660 308 747</box>
price-item: » <box>1272 299 1279 313</box>
illustration-caption: ΘΕΡΑΠΕΥΕΙ ΤΗΝ ΚΗΛΗΝ <box>825 1887 995 1908</box>
anthroposotirion-title: ΑΝΘΡΩΠΟΣΩΤΗΡΙΟΝ <box>809 1702 1007 1722</box>
prombona-text-2: Ἐντὸς δὲ τῶν ἐπιδέσμων τούτων ὑπάρχουσιν εἰς τὸ ἐργοστάσιον πρακτικαὶ ζῶναι ἐλαστικαὶ καὶ ὀρθοπεδικαὶ συσκευαί, ὅπως καὶ πᾶν ἄλλο εἶδος ἀπαιτούμενον διὰ τοὺς ἀσθενεῖς. <box>1036 2116 1260 2203</box>
sakkis-prices: Τιμαὶ αὐστηρότατα ὡρισμέναι <box>347 528 519 542</box>
serial-paragraph: — Δώσε, Χάινς, τὸ εἶπον μὲ ὀργήν· μὴ πράττῃς πράγματα διὰ τὰ ὁποῖα θὰ μετανοήσῃς ἀργότερα. <box>82 1470 308 1513</box>
price-value: μοναὶ 4.50 ἑκάστη <box>1459 216 1564 230</box>
price-row: Φορέματα ἀλλοῦν. Ἀρὰ Σαλόν ..... » 3.50 <box>318 303 526 315</box>
table-row <box>1270 316 1566 331</box>
metaxota-ad <box>790 1228 1260 1573</box>
sosate-title: ΣΩΣΑΤΕ <box>622 123 718 148</box>
dromologion-2-departures: ΑΝΑΧΩΡΗΣΕΙΣ ΕΚ ΠΕΙΡΑΙΩΣ <box>585 1704 755 1718</box>
price-item: » <box>1272 382 1279 396</box>
price-item: Κουβέρτες Στρατιωτ. μαλ. <box>1272 216 1419 230</box>
thelete-name: Μ. ΚΑΛΛΙΜΠΕΤΣΟΥ <box>363 1170 503 1186</box>
price-row: Βελοῦδα ἀνὰ χρώματος ......... » 3.20 <box>318 342 505 354</box>
list-item: Συσκευασμένα <box>670 1127 746 1139</box>
orol-title: ΩΡΟΛΟΓΙΑ <box>327 1277 539 1319</box>
table-row <box>1270 217 1566 232</box>
apollo-subtitle: ΚΕΝΤΡΙΚΗ ΑΠΟΘΗΚΗ ΦΩΝΟΓΡΑΦΩΝ <box>1306 524 1530 538</box>
price-value: » 28.— <box>1525 299 1564 313</box>
price-row: Φορέματα ἀλόμαλλα φτὶ ὁ π. Δρ. 2.30 <box>318 277 511 289</box>
serial-paragraph: Βυθισμένος εἰς διθέας καὶ ἐπιμύθους σκέψεις ἐξήταζε σιωπηλὸς μικρὸν ἀντικείμενον τὸ ὁποῖον εὐλαβῶς ἐξέθεσεν εἰς τὴν χεῖρα τῶν τελευταίων ἀκτίνων τοῦ ἡλίου ἡ ἐπλησίαζε σκεπτικῶς εἰς τὰ ὄμματά του. <box>82 812 308 899</box>
dromologion-2-company: ΕΛΛΗΝΙΚΗΣ ΑΤΜΟΠΛΟΪΑΣ «ΓΚΟΤΣΗ» <box>590 1676 750 1701</box>
table-row <box>1270 250 1566 265</box>
thelete-address: 54—56—Σταδίου—54—56 <box>354 1250 512 1264</box>
serial-paragraph: Ἔπειτα ὁ καθηγητὴς ἐθεώρησε ἐπὶ πολὺ μακρὰν τοῦ ἀρχαιολογικοῦ του θησαυροῦ καὶ ὠμίλησε ἄλλως πως πλέον. <box>82 1517 308 1574</box>
route: ΤΡΙΤΗΝ μεσημβρίαν διὰ Ἀιδηψόν, Κυμ. Στυλίδα. <box>560 1754 780 1782</box>
krev-text: Κρεββάτια ὀρειχάλκινα καὶ χαλκᾶ, τάπητες, ζῶναι, ἐπιπλα, κρετόν, ἐπίπλωσις τραπεζομάντιλα, σεντόνια, κουβέρτες. <box>1268 744 1568 787</box>
serial-paragraph: Ἦτο ἐγχειρίδιον ἢ μᾶλλον μαχαίρι, τὴν ἐγκάρσιον εἶχον ἀρχαῖα μεταλλικὰ ἀγγεῖα καὶ χρῶμα τὸ ὁποῖον ἐφαίνετο ἀρχαῖον. <box>82 997 308 1054</box>
metaxota-eine: ΕΙΝΕ <box>996 1377 1054 1403</box>
sarak-item: ΤΑΡΑΜΑΔΕΣ <box>318 891 397 905</box>
serial-paragraph: Ἄργυρος ἐντός τῶν πρόγονων τῆς ἱστορίας τῆς Γερμανίας, νῦνε καθηγητὰ ἐκπλαγεὶς τὸ περιεχόμενο τοῦ ἐγγείου. <box>82 950 308 993</box>
neos-name: ΕΥΑΓ. Β. ΚΑΡΑΜΙΤΖΑ <box>357 1650 509 1666</box>
diloseis-subtitle: Διὰ τοὺς κ.κ. Σπουδαστάς <box>1335 1175 1501 1189</box>
kili-title: ΘΕΡΑΠΕΙΑ ΤΗΣ ΚΗΛΗΣ <box>1057 1703 1239 1752</box>
table-row <box>1270 233 1566 248</box>
price-item: » <box>1272 432 1279 446</box>
ergostasion-owners: ΒΛΑΧΑΝΗ, ΠΕΤΡΟΠΟΥΛΟΥ & ΣΑΣ <box>867 750 1183 771</box>
neos-text: Δῶρον 8 πλατεῖα Ὁμονοίας. Ὑφάσματα ἀγγλικὰ Νεοφανῆ. Ἐκτέλεσις ταχεῖα, ἐγγυημένη καὶ εἰς τιμὰς εὐθυνὰς. (2) <box>318 1669 548 1712</box>
xartosakoulon-title: ΧΑΡΤΟΣΑΚΟΥΛΩΝ <box>1307 926 1529 952</box>
diloseis-text: Φέρω εἰς γνῶσιν ὑμῶν, ὅτι ἀπεχωρήθη τῆς διευθύνσεως τῶν γραφείων τῆς Ἑλληνικῆς Σχολῆς Σπουδαστῶν ... Εἰς τὸ νέον κατάστημα μου ὁ κ. Α. Γεωργίου πάντοτε ἐξυπηρετεῖ καὶ μὲ πᾶσαν εὐκολίαν δέχεται παραγγελίας. Ἐπίσης ἐγχειρεῖ ἐπιμελῶς καὶ μετὰ τὴν περίσσειαν καὶ πάσαν φροντίδα. <box>1268 1192 1568 1279</box>
apothiki-owner: Γ. ΡΕΒΕΛΑΚΗ <box>607 985 733 1006</box>
serial-paragraph: Ἐχειρίσθη τὸ ὅπλον αὐτὸ ὡς νὰ τὸ μετεχειρίζετο διὰ νὰ πλήξῃ, ἔπειτα τὸ ἐκράτησεν ὀρθὸν μεταξὺ τῶν δακτύλων του καὶ ἐθαύμασεν. <box>82 1058 308 1116</box>
price-row: Φορέμ. ἀλόμ. Σερζ-Σεβιότ ....... » 3.50 <box>318 329 509 341</box>
sanatorion-title: ΣΑΝΑΤΟΡΙΟΝ <box>588 692 752 718</box>
price-value: διπλαῖ 12.— <box>1495 415 1564 429</box>
gerontas-title-2: ΚΑΙ ΝΕΟΥΣ <box>677 581 780 602</box>
price-value: » διπλ. 12.00 <box>1490 266 1564 280</box>
apothiki-list-right <box>670 1009 780 1165</box>
maieftirion-doctor: ΑΛΕΚΟΥ Η. ΘΕΟΦΙΛΑΚΗ <box>839 1549 1211 1583</box>
sarak-item: ΑΣΤΑΚΟΙ πρίγκηπος φρέσκοι. <box>318 908 507 922</box>
list-item: Ὀρθοπεδικαὶ <box>560 1036 625 1048</box>
vlavianou-title: Σ. Γ. ΒΛΑΒΙΑΝΟΥ <box>855 149 1195 191</box>
